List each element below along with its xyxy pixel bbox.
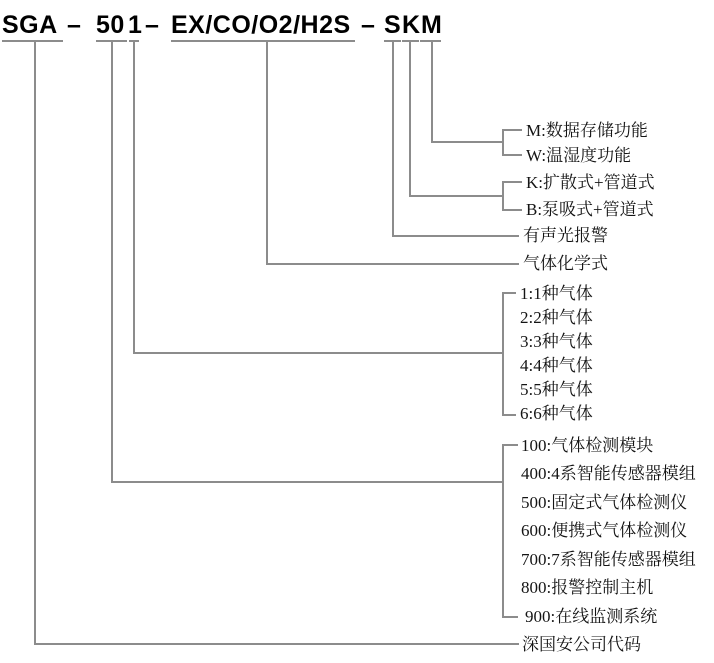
model-count-digit: 1	[128, 11, 143, 39]
label-gas-formula: 气体化学式	[523, 254, 608, 273]
label-sampling-b: B:泵吸式+管道式	[526, 200, 654, 219]
model-code-s: S	[384, 11, 402, 39]
label-series-400: 400:4系智能传感器模组	[521, 464, 696, 483]
bracket-series-bottom-tick	[502, 616, 518, 618]
bracket-sampling-bottom-tick	[502, 209, 522, 211]
label-sampling-k: K:扩散式+管道式	[526, 173, 655, 192]
connector-m-horizontal	[431, 141, 503, 143]
connector-count-horizontal	[133, 352, 503, 354]
bracket-feature-bottom-tick	[502, 154, 522, 156]
dash-1: –	[67, 11, 82, 39]
connector-m-vertical	[431, 41, 433, 142]
label-company-code: 深国安公司代码	[522, 635, 641, 654]
bracket-sampling-top-tick	[502, 181, 522, 183]
bracket-gas-count-top-tick	[502, 292, 516, 294]
connector-prefix-horizontal	[34, 643, 519, 645]
connector-k-horizontal	[409, 195, 503, 197]
label-gas-count-2: 2:2种气体	[520, 308, 593, 327]
bracket-feature-vertical	[502, 129, 504, 156]
connector-count-vertical	[133, 41, 135, 352]
label-gas-count-5: 5:5种气体	[520, 380, 593, 399]
label-series-100: 100:气体检测模块	[521, 436, 654, 455]
label-series-600: 600:便携式气体检测仪	[521, 521, 688, 540]
connector-formula-horizontal	[266, 263, 519, 265]
label-gas-count-4: 4:4种气体	[520, 356, 593, 375]
label-gas-count-6: 6:6种气体	[520, 404, 593, 423]
underline-gas-formula	[171, 40, 355, 42]
bracket-sampling-vertical	[502, 181, 504, 211]
label-alarm: 有声光报警	[523, 226, 608, 245]
connector-s-horizontal	[392, 235, 519, 237]
bracket-feature-top-tick	[502, 129, 522, 131]
label-feature-m: M:数据存储功能	[526, 121, 648, 140]
connector-series-horizontal	[111, 481, 503, 483]
label-feature-w: W:温湿度功能	[526, 146, 632, 165]
model-code-m: M	[421, 11, 443, 39]
underline-prefix	[2, 40, 63, 42]
dash-2: –	[145, 11, 160, 39]
model-code-k: K	[402, 11, 421, 39]
connector-prefix-vertical	[34, 41, 36, 643]
model-gas-formula: EX/CO/O2/H2S	[171, 11, 351, 39]
bracket-series-vertical	[502, 444, 504, 618]
label-gas-count-3: 3:3种气体	[520, 332, 593, 351]
label-series-900: 900:在线监测系统	[525, 607, 658, 626]
bracket-gas-count-bottom-tick	[502, 414, 516, 416]
bracket-series-top-tick	[502, 444, 518, 446]
connector-s-vertical	[392, 41, 394, 235]
label-series-700: 700:7系智能传感器模组	[521, 550, 696, 569]
connector-formula-vertical	[266, 41, 268, 263]
label-gas-count-1: 1:1种气体	[520, 284, 593, 303]
connector-k-vertical	[409, 41, 411, 197]
bracket-gas-count-vertical	[502, 292, 504, 416]
connector-series-vertical	[111, 41, 113, 481]
dash-3: –	[361, 11, 376, 39]
model-prefix: SGA	[2, 11, 58, 39]
label-series-500: 500:固定式气体检测仪	[521, 493, 688, 512]
model-series-digits: 50	[96, 11, 125, 39]
label-series-800: 800:报警控制主机	[521, 578, 654, 597]
